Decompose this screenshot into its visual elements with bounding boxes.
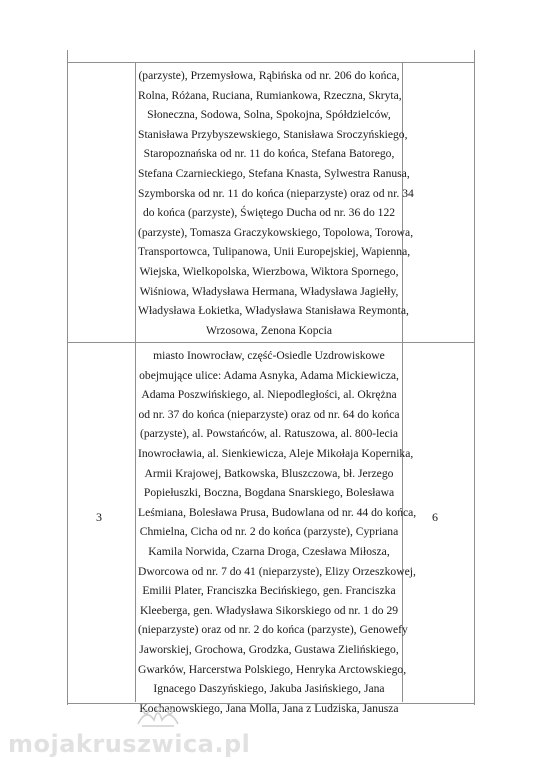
- text-line: Słoneczna, Sodowa, Solna, Spokojna, Spółdzielców,: [147, 108, 391, 122]
- district-number: 3: [96, 510, 102, 524]
- table-column-divider-2: [402, 62, 403, 702]
- text-line: Dworcowa od nr. 7 do 41 (nieparzyste), Elizy Orzeszkowej,: [138, 564, 416, 578]
- text-line: Popiełuszki, Boczna, Bogdana Snarskiego, Bolesława: [143, 486, 395, 500]
- text-line: (parzyste), Przemysłowa, Rąbińska od nr. 206 do końca,: [138, 69, 400, 82]
- text-line: (parzyste), Tomasza Graczykowskiego, Topolowa, Torowa,: [138, 225, 414, 239]
- text-line: Jaworskiej, Grochowa, Grodzka, Gustawa Zielińskiego,: [139, 642, 399, 656]
- watermark-text: mojakruszwica.pl: [8, 730, 251, 758]
- text-line: Transportowca, Tulipanowa, Unii Europejskiej, Wapienna,: [138, 245, 411, 259]
- table-row-divider-top: [67, 62, 475, 63]
- text-line: Gwarków, Harcerstwa Polskiego, Henryka Arctowskiego,: [138, 662, 407, 676]
- text-line: Stefana Czarnieckiego, Stefana Knasta, Sylwestra Ranusa,: [138, 166, 410, 180]
- text-line: Szymborska od nr. 11 do końca (nieparzyste) oraz od nr. 34: [138, 186, 414, 200]
- text-line: Wrzosowa, Zenona Kopcia: [205, 323, 333, 337]
- text-line: Rolna, Różana, Ruciana, Rumiankowa, Rzeczna, Skryta,: [138, 88, 402, 102]
- table-border-left: [67, 50, 68, 705]
- streets-cell-row-3: [138, 346, 417, 718]
- text-line: Kochanowskiego, Jana Molla, Jana z Ludziska, Janusza: [139, 701, 399, 715]
- table-border-right: [474, 50, 475, 705]
- text-line: Ignacego Daszyńskiego, Jakuba Jasińskiego, Jana: [153, 682, 385, 696]
- text-line: Kleeberga, gen. Władysława Sikorskiego od nr. 1 do 29: [139, 603, 399, 617]
- text-line: Leśmiana, Bolesława Prusa, Budowlana od nr. 44 do końca,: [138, 505, 417, 519]
- streets-cell-continued: [138, 66, 414, 340]
- text-line: Wiśniowa, Władysława Hermana, Władysława Jagiełły,: [139, 284, 399, 298]
- text-line: obejmujące ulice: Adama Asnyka, Adama Mickiewicza,: [139, 368, 399, 382]
- text-line: Wiejska, Wielkopolska, Wierzbowa, Wiktora Spornego,: [139, 264, 399, 278]
- text-line: Chmielna, Cicha od nr. 2 do końca (parzyste), Cypriana: [139, 525, 399, 539]
- text-line: Emilii Plater, Franciszka Becińskiego, gen. Franciszka: [142, 584, 396, 598]
- text-line: Stanisława Przybyszewskiego, Stanisława Sroczyńskiego,: [138, 127, 408, 141]
- text-line: Adama Poszwińskiego, al. Niepodległości, al. Okrężna: [141, 388, 397, 402]
- text-line: Władysława Łokietka, Władysława Stanisława Reymonta,: [138, 304, 409, 318]
- text-line: Inowrocławia, al. Sienkiewicza, Aleje Mikołaja Kopernika,: [138, 446, 414, 460]
- seats-count: 6: [432, 510, 438, 524]
- crown-flourish-icon: [134, 704, 182, 728]
- text-line: miasto Inowrocław, część-Osiedle Uzdrowiskowe: [153, 349, 385, 362]
- table-column-divider-1: [135, 62, 136, 702]
- text-line: Staropoznańska od nr. 11 do końca, Stefana Batorego,: [143, 147, 395, 161]
- watermark-logo: [0, 702, 260, 768]
- text-line: do końca (parzyste), Świętego Ducha od nr. 36 do 122: [142, 206, 396, 220]
- text-line: od nr. 37 do końca (nieparzyste) oraz od nr. 64 do końca: [138, 407, 400, 421]
- text-line: (nieparzyste) oraz od nr. 2 do końca (parzyste), Genowefy: [138, 623, 408, 637]
- text-line: (parzyste), al. Powstańców, al. Ratuszowa, al. 800-lecia: [139, 427, 399, 441]
- text-line: Armii Krajowej, Batkowska, Bluszczowa, bł. Jerzego: [144, 466, 394, 480]
- text-line: Kamila Norwida, Czarna Droga, Czesława Miłosza,: [148, 544, 390, 558]
- table-row-divider-middle: [67, 342, 475, 343]
